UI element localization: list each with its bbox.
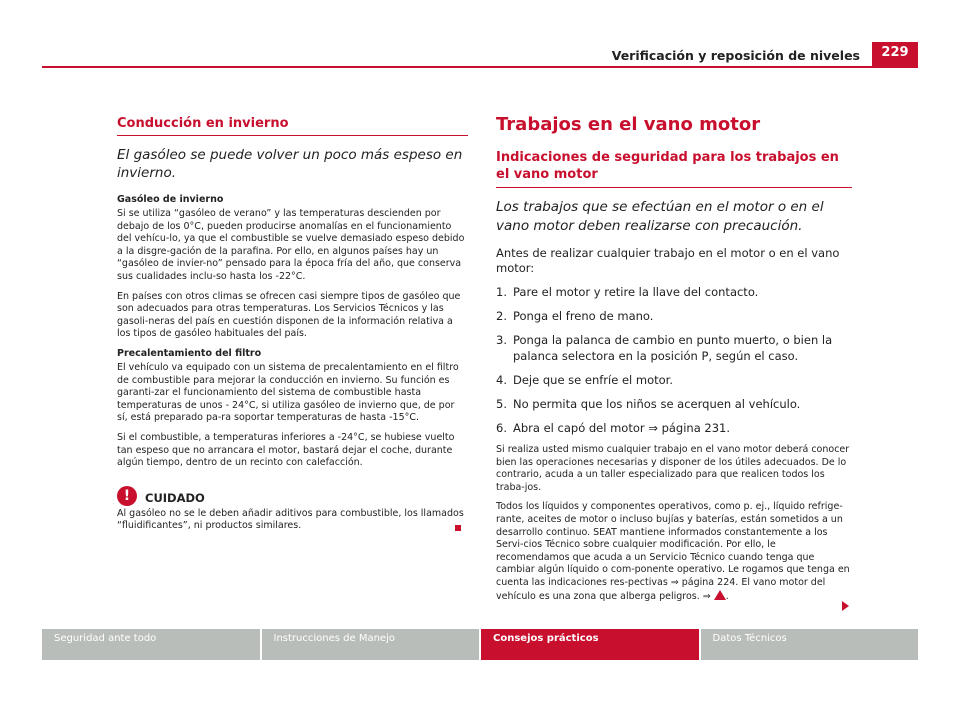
list-item: 1. Pare el motor y retire la llave del contacto.: [496, 285, 759, 299]
page-number: 229: [872, 42, 918, 68]
steps-list: [496, 284, 852, 436]
list-item: 2. Ponga el freno de mano.: [496, 309, 654, 323]
chapter-title: Trabajos en el vano motor: [496, 114, 761, 135]
tab-instrucciones: Instrucciones de Manejo: [262, 629, 480, 660]
right-column: [496, 116, 852, 610]
paragraph: Si se utiliza “gasóleo de verano” y las temperaturas descienden por debajo de los 0°C, pueden producirse anomalías en el funcionamiento del vehícu-lo, ya que el combustible se vuelve demasiado espeso debido a la disgre-gación de la parafina. Por ello, en algunos países hay un “gasóleo de invier-no” pensado para la época fría del año, que conserva sus cualidades inclu-so hasta los -22°C.: [117, 208, 465, 282]
caution-text: Al gasóleo no se le deben añadir aditivos para combustible, los llamados “fluidificantes”, ni productos similares.: [117, 507, 464, 532]
paragraph: Todos los líquidos y componentes operativos, como p. ej., líquido refrige-rante, aceites de motor o incluso bujías y baterías, están sometidos a un desarrollo continuo. SEAT mantiene informados constantemente a los Servi-cios Técnico sobre cualquier modificación. Por ello, le recomendamos que acuda a un Servicio Técnico cuando tenga que cambiar algún líquido o com-ponente operativo. Le rogamos que tenga en cuenta las indicaciones res-pectivas ⇒ página 224. El vano motor del vehículo es una zona que alberga peligros. ⇒ .: [496, 501, 850, 602]
continue-arrow-icon: [842, 601, 849, 611]
section-heading-winter: Conducción en invierno: [117, 116, 468, 136]
tab-datos: Datos Técnicos: [701, 629, 919, 660]
list-item: 6. Abra el capó del motor ⇒ página 231.: [496, 421, 731, 435]
paragraph: El vehículo va equipado con un sistema de precalentamiento en el filtro de combustible para mejorar la conducción en invierno. Su función es garanti-zar el funcionamiento del sistema de combustible hasta temperaturas de unos - 24°C, si utiliza gasóleo de invierno que, de por sí, está preparado pa-ra soportar temperaturas de hasta -15°C.: [117, 361, 459, 424]
paragraph: Si realiza usted mismo cualquier trabajo en el vano motor deberá conocer bien las operaciones necesarias y disponer de los útiles adecuados. De lo contrario, acuda a un taller especializado para que realicen todos los traba-jos.: [496, 444, 850, 493]
list-item: 3. Ponga la palanca de cambio en punto muerto, o bien la palanca selectora en la posición P, según el caso.: [496, 333, 833, 363]
subheading-filter-preheating: Precalentamiento del filtro: [117, 347, 262, 359]
header-rule: [42, 66, 872, 68]
caution-title: CUIDADO: [145, 490, 205, 505]
caution-box: [117, 486, 468, 533]
tab-consejos: Consejos prácticos: [481, 629, 699, 660]
section-heading-safety: Indicaciones de seguridad para los trabajos en el vano motor: [496, 149, 852, 188]
section-end-square-icon: [455, 525, 461, 531]
list-item: 5. No permita que los niños se acerquen al vehículo.: [496, 397, 801, 411]
subheading-winter-diesel: Gasóleo de invierno: [117, 194, 224, 205]
lead-text: El gasóleo se puede volver un poco más espeso en invierno.: [117, 147, 463, 181]
left-column: [117, 116, 468, 540]
caution-icon: !: [117, 486, 137, 506]
paragraph: En países con otros climas se ofrecen casi siempre tipos de gasóleo que son adecuados para otras temperaturas. Los Servicios Técnicos y las gasoli-neras del país en cuestión disponen de la información relativa a los tipos de gasóleo habituales del país.: [117, 290, 461, 340]
paragraph: Si el combustible, a temperaturas inferiores a -24°C, se hubiese vuelto tan espeso que no arrancara el motor, bastará dejar el coche, durante algún tiempo, dentro de un recinto con calefacción.: [117, 431, 455, 469]
page-header: [42, 42, 918, 68]
footer-nav: [42, 629, 918, 660]
warning-triangle-icon: [714, 590, 726, 600]
intro-text: Antes de realizar cualquier trabajo en el motor o en el vano motor:: [496, 246, 840, 275]
tab-seguridad: Seguridad ante todo: [42, 629, 260, 660]
lead-text: Los trabajos que se efectúan en el motor o en el vano motor deben realizarse con precaución.: [496, 199, 824, 234]
list-item: 4. Deje que se enfríe el motor.: [496, 373, 674, 387]
header-title: Verificación y reposición de niveles: [611, 48, 860, 63]
